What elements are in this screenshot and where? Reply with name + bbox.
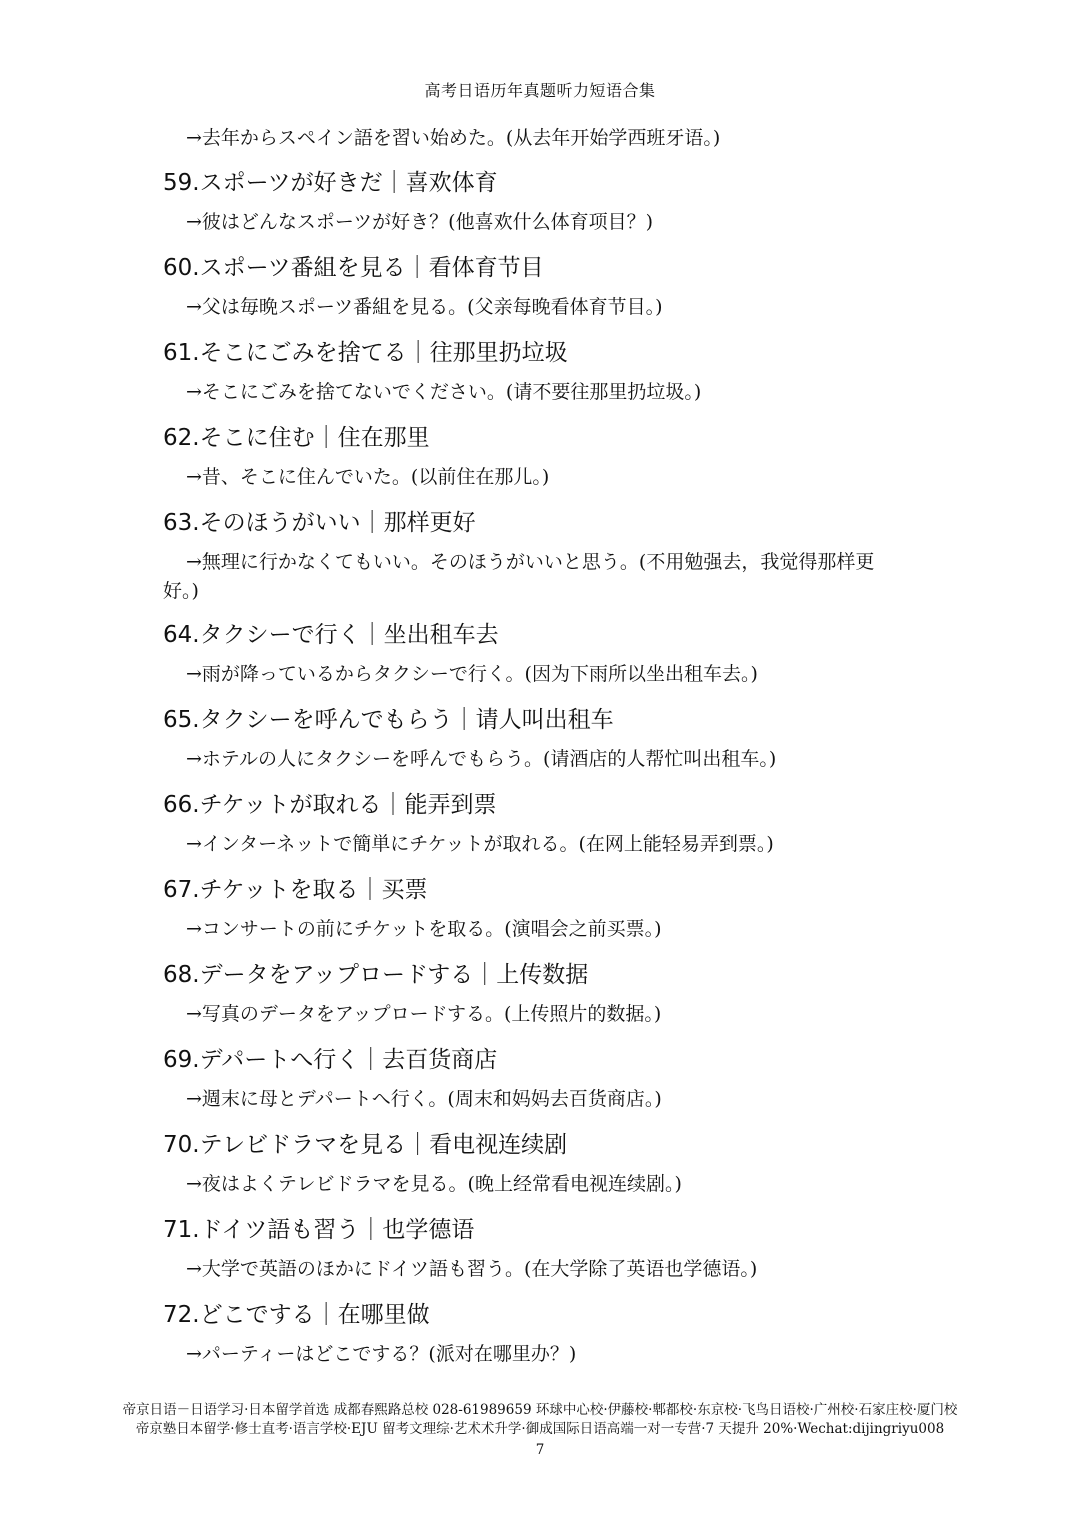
phrase-heading: 67.チケットを取る｜买票 — [163, 877, 428, 903]
phrase-heading: 65.タクシーを呼んでもらう｜请人叫出租车 — [163, 707, 614, 733]
phrase-entry-63 — [0, 506, 1080, 618]
phrase-heading: 63.そのほうがいい｜那样更好 — [163, 510, 476, 536]
page-footer — [0, 1401, 1080, 1460]
example-sentence: →そこにごみを捨てないでください。(请不要往那里扔垃圾。) — [186, 381, 702, 403]
phrase-heading: 69.デパートへ行く｜去百货商店 — [163, 1047, 498, 1073]
phrase-entry-70 — [0, 1128, 1080, 1213]
phrase-heading: 66.チケットが取れる｜能弄到票 — [163, 792, 497, 818]
example-sentence: →昔、そこに住んでいた。(以前住在那儿。) — [186, 466, 550, 488]
example-sentence: →父は毎晩スポーツ番組を見る。(父亲每晚看体育节目。) — [186, 296, 663, 318]
footer-line-schools: 帝京日语－日语学习·日本留学首选 成都春熙路总校 028-61989659 环球中心校·伊藤校·郫都校·东京校·飞鸟日语校·广州校·石家庄校·厦门校 — [122, 1402, 958, 1418]
phrase-entry-68 — [0, 958, 1080, 1043]
phrase-heading: 70.テレビドラマを見る｜看电视连续剧 — [163, 1132, 568, 1158]
phrase-list — [0, 124, 1080, 1383]
phrase-entry-72 — [0, 1298, 1080, 1383]
phrase-entry-65 — [0, 703, 1080, 788]
example-sentence: →インターネットで簡単にチケットが取れる。(在网上能轻易弄到票。) — [186, 833, 774, 855]
page-number: 7 — [535, 1442, 545, 1458]
example-sentence: →写真のデータをアップロードする。(上传照片的数据。) — [186, 1003, 662, 1025]
example-sentence: →雨が降っているからタクシーで行く。(因为下雨所以坐出租车去。) — [186, 663, 758, 685]
example-sentence: →大学で英語のほかにドイツ語も習う。(在大学除了英语也学德语。) — [186, 1258, 758, 1280]
phrase-heading: 62.そこに住む｜住在那里 — [163, 425, 430, 451]
example-sentence: →パーティーはどこでする？(派对在哪里办？) — [186, 1343, 577, 1365]
phrase-heading: 71.ドイツ語も習う｜也学德语 — [163, 1217, 475, 1243]
continued-example-sentence: →去年からスペイン語を習い始めた。(从去年开始学西班牙语。) — [186, 127, 721, 149]
example-sentence: →週末に母とデパートへ行く。(周末和妈妈去百货商店。) — [186, 1088, 662, 1110]
phrase-entry-59 — [0, 166, 1080, 251]
phrase-entry-60 — [0, 251, 1080, 336]
example-sentence: →無理に行かなくてもいい。そのほうがいいと思う。(不用勉强去，我觉得那样更好。) — [163, 551, 875, 602]
phrase-entry-61 — [0, 336, 1080, 421]
page-header-title: 高考日语历年真题听力短语合集 — [424, 81, 656, 100]
example-sentence: →夜はよくテレビドラマを見る。(晚上经常看电视连续剧。) — [186, 1173, 682, 1195]
phrase-entry-62 — [0, 421, 1080, 506]
example-sentence: →ホテルの人にタクシーを呼んでもらう。(请酒店的人帮忙叫出租车。) — [186, 748, 777, 770]
phrase-entry-64 — [0, 618, 1080, 703]
example-sentence: →彼はどんなスポーツが好き？(他喜欢什么体育项目？) — [186, 211, 653, 233]
phrase-entry-67 — [0, 873, 1080, 958]
footer-line-services: 帝京塾日本留学·修士直考·语言学校·EJU 留考文理综·艺术术升学·御成国际日语高端一对一专营·7 天提升 20%·Wechat:dijingriyu008 — [135, 1421, 945, 1437]
phrase-entry-69 — [0, 1043, 1080, 1128]
phrase-heading: 68.データをアップロードする｜上传数据 — [163, 962, 589, 988]
phrase-heading: 60.スポーツ番組を見る｜看体育节目 — [163, 255, 544, 281]
phrase-entry-71 — [0, 1213, 1080, 1298]
phrase-heading: 64.タクシーで行く｜坐出租车去 — [163, 622, 499, 648]
example-sentence: →コンサートの前にチケットを取る。(演唱会之前买票。) — [186, 918, 662, 940]
phrase-heading: 61.そこにごみを捨てる｜往那里扔垃圾 — [163, 340, 568, 366]
phrase-entry-66 — [0, 788, 1080, 873]
phrase-heading: 59.スポーツが好きだ｜喜欢体育 — [163, 170, 498, 196]
phrase-heading: 72.どこでする｜在哪里做 — [163, 1302, 430, 1328]
